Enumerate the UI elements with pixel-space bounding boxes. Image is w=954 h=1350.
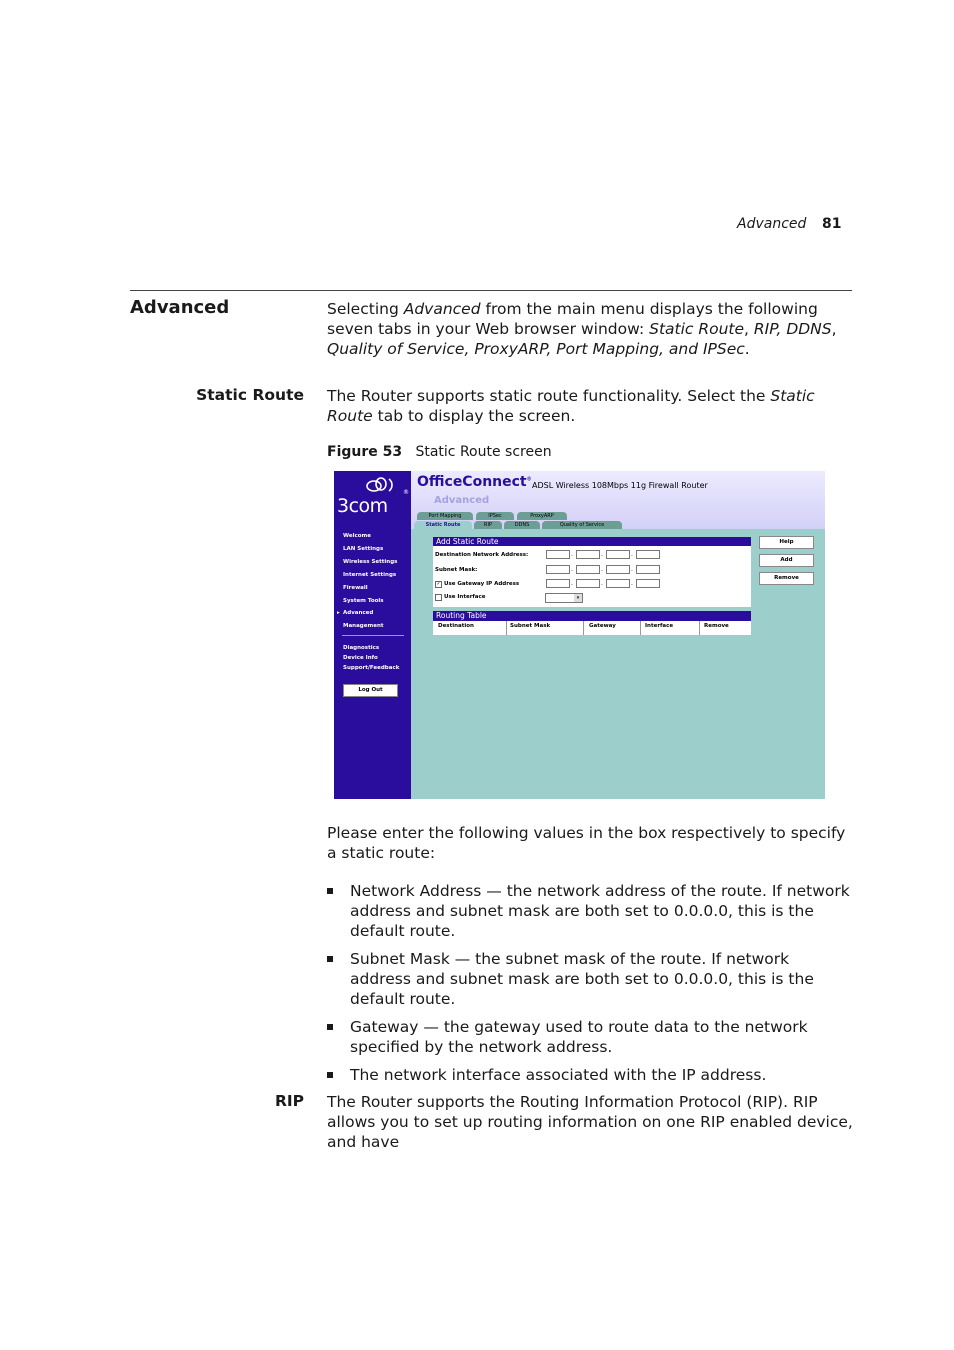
intro-text-4: , [831,320,837,338]
add-static-route-panel [433,537,751,607]
router-screenshot [334,471,825,799]
mask-octet-2[interactable] [576,565,600,574]
dest-network-label: Destination Network Address: [435,552,529,558]
col-subnet-mask: Subnet Mask [510,623,551,629]
figure-label: Figure 53 [327,444,403,460]
tab-quality-of-service[interactable]: Quality of Service [542,521,622,529]
advanced-intro [327,299,853,359]
brand-registered: ® [526,476,532,483]
nav-support-feedback[interactable]: Support/Feedback [343,665,400,671]
static-route-text [327,386,853,426]
bullet-square-icon [327,956,333,962]
ip-dot: . [571,580,573,587]
col-separator [640,621,641,635]
interface-label: Use Interface [444,594,486,600]
values-intro: Please enter the following values in the box respectively to specify a static route: [327,824,846,862]
tab-proxyarp[interactable]: ProxyARP [517,512,567,520]
bullet-interface: The network interface associated with the IP address. [350,1066,767,1084]
interface-select[interactable] [545,593,583,603]
bullet-square-icon [327,888,333,894]
bullet-square-icon [327,1072,333,1078]
ip-dot: . [631,551,633,558]
chevron-down-icon: ▾ [574,594,582,602]
dest-ip-octet-1[interactable] [546,550,570,559]
nav-wireless-settings[interactable]: Wireless Settings [343,559,398,565]
bullet-gateway: Gateway — the gateway used to route data to the network specified by the network address. [350,1018,808,1056]
section-rule [130,290,852,291]
figure-caption [327,444,552,460]
page-number: 81 [822,216,842,232]
static-route-text-1: The Router supports static route functionality. Select the [327,387,771,405]
advanced-heading: Advanced [130,297,230,318]
add-static-route-title: Add Static Route [433,537,751,546]
col-separator [699,621,700,635]
nav-internet-settings[interactable]: Internet Settings [343,572,397,578]
nav-management[interactable]: Management [343,623,384,629]
nav-device-info[interactable]: Device Info [343,655,378,661]
nav-firewall[interactable]: Firewall [343,585,368,591]
mask-octet-1[interactable] [546,565,570,574]
ip-dot: . [601,551,603,558]
subnet-mask-label: Subnet Mask: [435,567,478,573]
routing-table-panel [433,611,751,635]
nav-lan-settings[interactable]: LAN Settings [343,546,384,552]
ip-dot: . [631,566,633,573]
intro-text-2: from the main menu displays the following seven tabs in your Web browser window: [327,300,818,338]
figure-caption-text: Static Route screen [415,444,552,460]
gateway-octet-4[interactable] [636,579,660,588]
col-gateway: Gateway [589,623,616,629]
rip-heading: RIP [274,1092,304,1110]
router-sidebar [334,471,411,799]
ip-dot: . [571,551,573,558]
dest-ip-octet-2[interactable] [576,550,600,559]
intro-em-rip-ddns: RIP, DDNS [753,320,832,338]
routing-table-title: Routing Table [433,611,751,621]
tab-port-mapping[interactable]: Port Mapping [417,512,473,520]
intro-em-advanced: Advanced [403,300,481,318]
bullet-subnet-mask: Subnet Mask — the subnet mask of the route. If network address and subnet mask are both set to 0.0.0.0, this is the default route. [350,950,814,1008]
logout-button[interactable]: Log Out [343,684,398,697]
col-remove: Remove [704,623,729,629]
intro-em-tabs: Quality of Service, ProxyARP, Port Mapping, and IPSec [327,340,745,358]
help-button[interactable]: Help [759,536,814,549]
list-item [327,1065,853,1085]
interface-checkbox[interactable] [435,594,442,601]
3com-swirl-icon [365,476,399,494]
gateway-checkbox[interactable]: ✓ [436,581,441,587]
product-name: ADSL Wireless 108Mbps 11g Firewall Router [532,481,708,490]
col-separator [583,621,584,635]
mask-octet-4[interactable] [636,565,660,574]
bullet-network-address: Network Address — the network address of the route. If network address and subnet mask are both set to 0.0.0.0, this is the default route. [350,882,850,940]
nav-marker-icon: ▸ [337,610,340,616]
ip-dot: . [631,580,633,587]
col-separator [506,621,507,635]
3com-logo-registered: ® [403,489,409,496]
nav-separator [342,635,404,636]
gateway-octet-3[interactable] [606,579,630,588]
intro-text-5: . [744,340,750,358]
static-route-text-2: tab to display the screen. [372,407,576,425]
rip-text: The Router supports the Routing Information Protocol (RIP). RIP allows you to set up routing information on one RIP enabled device, and have [327,1093,853,1151]
dest-ip-octet-3[interactable] [606,550,630,559]
values-list [327,881,853,1093]
col-interface: Interface [645,623,674,629]
static-route-heading: Static Route [196,386,304,404]
3com-logo-text: 3com [337,495,388,517]
officeconnect-brand [417,474,532,490]
add-button[interactable]: Add [759,554,814,567]
tab-ddns[interactable]: DDNS [504,521,540,529]
page-subtitle: Advanced [434,495,490,506]
remove-button[interactable]: Remove [759,572,814,585]
bullet-square-icon [327,1024,333,1030]
tab-static-route[interactable]: Static Route [414,521,472,529]
col-destination: Destination [438,623,474,629]
dest-ip-octet-4[interactable] [636,550,660,559]
list-item [327,1017,853,1057]
ip-dot: . [601,566,603,573]
intro-em-static-route: Static Route [649,320,745,338]
ip-dot: . [571,566,573,573]
intro-text-1: Selecting [327,300,404,318]
static-route-text-em: Static Route [327,387,815,425]
gateway-octet-2[interactable] [576,579,600,588]
mask-octet-3[interactable] [606,565,630,574]
ip-dot: . [601,580,603,587]
brand-name: OfficeConnect [417,474,527,490]
gateway-octet-1[interactable] [546,579,570,588]
nav-welcome[interactable]: Welcome [343,533,371,539]
nav-diagnostics[interactable]: Diagnostics [343,645,380,651]
intro-text-3: , [744,320,754,338]
list-item [327,881,853,941]
running-header-section: Advanced [737,216,807,232]
tab-rip[interactable]: RIP [474,521,502,529]
nav-advanced[interactable]: Advanced [343,610,374,616]
list-item [327,949,853,1009]
nav-system-tools[interactable]: System Tools [343,598,384,604]
tab-ipsec[interactable]: IPSec [476,512,514,520]
gateway-label: Use Gateway IP Address [444,581,520,587]
